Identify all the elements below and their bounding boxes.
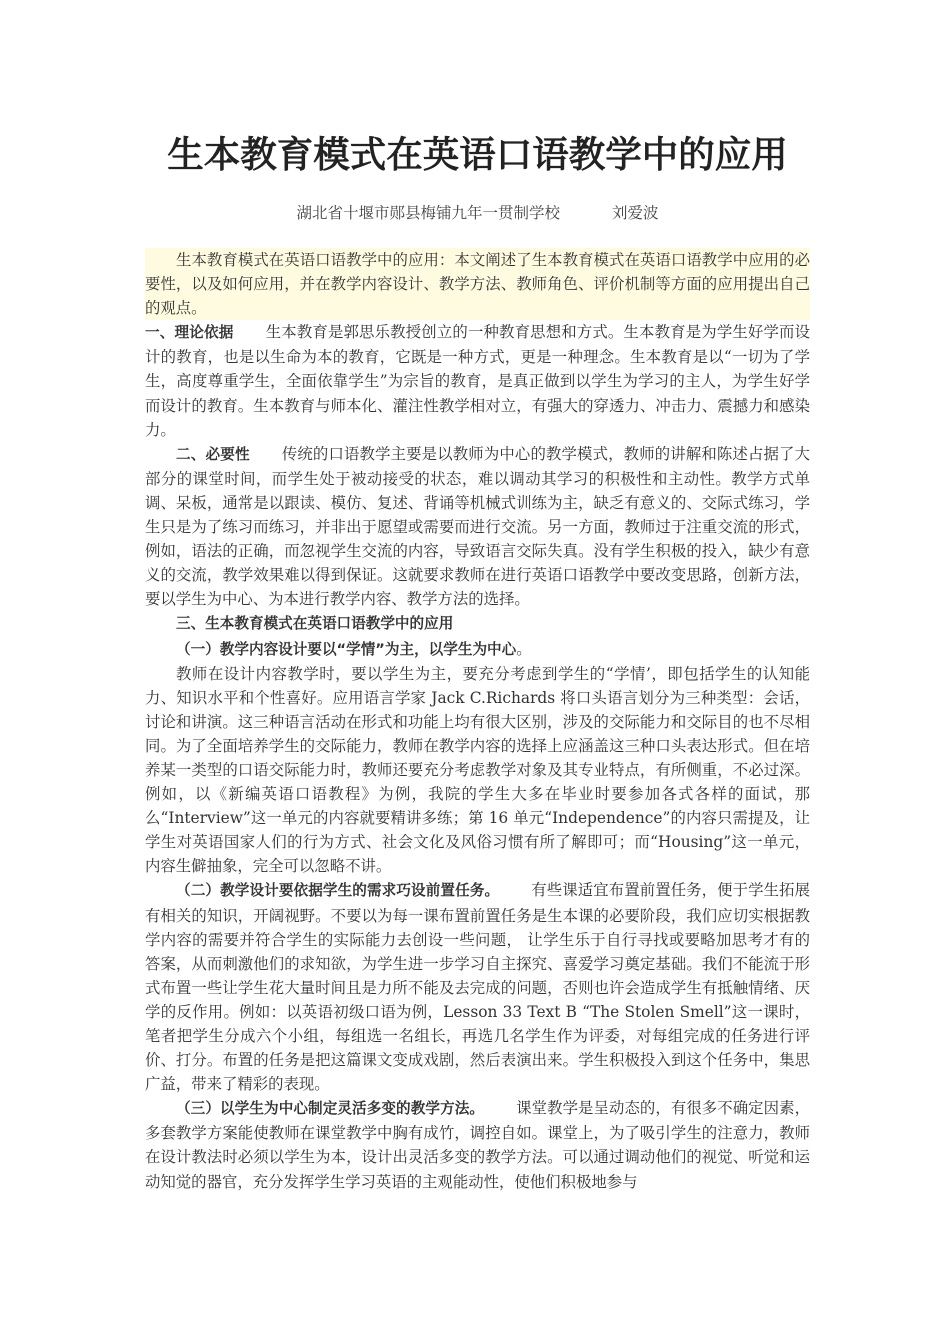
section-application-heading: 三、生本教育模式在英语口语教学中的应用 xyxy=(176,615,454,633)
document-title: 生本教育模式在英语口语教学中的应用 xyxy=(167,133,788,176)
subsection-1-heading: （一）教学内容设计要以“学情”为主，以学生为中心。 xyxy=(176,639,532,658)
subsection-2 xyxy=(145,878,810,1096)
section-necessity-heading: 二、必要性 xyxy=(176,445,250,463)
subsection-1-text: 教师在设计内容教学时，要以学生为主，要充分考虑到学生的“学情’，即包括学生的认知能力、知识水平和个性喜好。应用语言学家 Jack C.Richards 将口头语言划分为三种类型：会话，讨论和讲演。这三种语言活动在形式和功能上均有很大区别，涉及的交际能力和交际目的也不尽相同。为了全面培养学生的交际能力，教师在教学内容的选择上应涵盖这三种口头表达形式。但在培养某一类型的口语交际能力时，教师还要充分考虑教学对象及其专业特点，有所侧重，不必过深。例如，以《新编英语口语教程》为例，我院的学生大多在毕业时要参加各式各样的面试，那么“Interview”这一单元的内容就要精讲多练；第 16 单元“Independence”的内容只需提及，让学生对英语国家人们的行为方式、社会文化及风俗习惯有所了解即可；而“Housing”这一单元，内容生僻抽象，完全可以忽略不讲。 xyxy=(145,664,810,876)
author-name: 刘爱波 xyxy=(612,204,659,222)
section-theory-text: 生本教育是郭思乐教授创立的一种教育思想和方式。生本教育是为学生好学而设计的教育，也是以生命为本的教育，它既是一种方式，更是一种理念。生本教育是以“一切为了学生，高度尊重学生，全面依靠学生”为宗旨的教育，是真正做到以学生为学习的主人，为学生好学而设计的教育。生本教育与师本化、灌注性教学相对立，有强大的穿透力、冲击力、震撼力和感染力。 xyxy=(145,323,810,439)
subsection-2-text: 有些课适宜布置前置任务，便于学生拓展有相关的知识，开阔视野。不要以为每一课布置前置任务是生本课的必要阶段，我们应切实根据教学内容的需要并符合学生的实际能力去创设一些问题， 让学生乐于自行寻找或要略加思考才有的答案，从而刺激他们的求知欲，为学生进一步学习自主探究、喜爱学习奠定基础。我们不能流于形式布置一些让学生花大量时间且是力所不能及去完成的问题，否则也许会造成学生有抵触情绪、厌学的反作用。例如：以英语初级口语为例，Lesson 33 Text B “The Stolen Smell”这一课时，笔者把学生分成六个小组，每组选一名组长，再选几名学生作为评委，对每组完成的任务进行评价、打分。布置的任务是把这篇课文变成戏剧，然后表演出来。学生积极投入到这个任务中，集思广益，带来了精彩的表现。 xyxy=(145,881,810,1094)
author-line xyxy=(145,201,810,223)
author-school: 湖北省十堰市郧县梅铺九年一贯制学校 xyxy=(296,204,560,222)
subsection-3 xyxy=(145,1096,810,1193)
subsection-3-heading: （三）以学生为中心制定灵活多变的教学方法。 xyxy=(176,1100,485,1118)
section-theory-heading: 一、理论依据 xyxy=(145,324,234,342)
subsection-2-heading: （二）教学设计要依据学生的需求巧设前置任务。 xyxy=(176,882,500,900)
section-necessity-text: 传统的口语教学主要是以教师为中心的教学模式，教师的讲解和陈述占据了大部分的课堂时间，而学生处于被动接受的状态，难以调动其学习的积极性和主动性。教学方式单调、呆板，通常是以跟读、模仿、复述、背诵等机械式训练为主，缺乏有意义的、交际式练习，学生只是为了练习而练习，并非出于愿望或需要而进行交流。另一方面，教师过于注重交流的形式，例如，语法的正确，而忽视学生交流的内容，导致语言交际失真。没有学生积极的投入，缺少有意义的交流，教学效果难以得到保证。这就要求教师在进行英语口语教学中要改变思路，创新方法，要以学生为中心、为本进行教学内容、教学方法的选择。 xyxy=(145,444,810,609)
section-necessity xyxy=(145,442,810,612)
subsection-3-text: 课堂教学是呈动态的，有很多不确定因素，多套教学方案能使教师在课堂教学中胸有成竹，调控自如。课堂上，为了吸引学生的注意力，教师在设计教法时必须以学生为本，设计出灵活多变的教学方法。可以通过调动他们的视觉、听觉和运动知觉的器官，充分发挥学生学习英语的主观能动性，使他们积极地参与 xyxy=(145,1099,810,1191)
article-body xyxy=(145,248,810,1194)
section-theory xyxy=(145,320,810,441)
abstract-paragraph: 生本教育模式在英语口语教学中的应用：本文阐述了生本教育模式在英语口语教学中应用的必要性，以及如何应用，并在教学内容设计、教学方法、教师角色、评价机制等方面的应用提出自己的观点。 xyxy=(145,248,810,320)
